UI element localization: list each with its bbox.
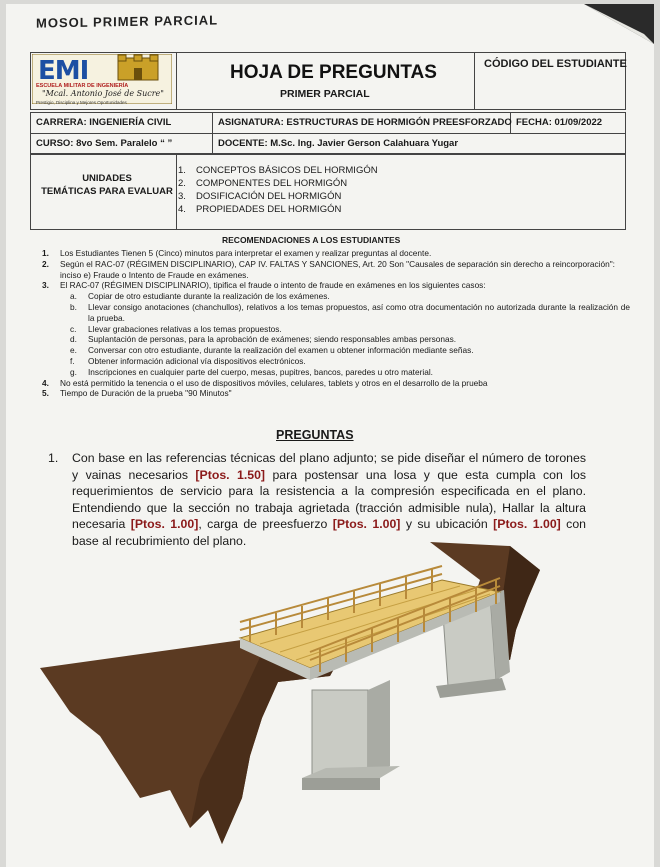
rule-item: 2. Según el RAC-07 (RÉGIMEN DISCIPLINARIO), CAP IV. FALTAS Y SANCIONES, Art. 20 Son "Causales de separación sin derecho a reincorporación": inciso e) Fraude o Intento de Fraude en exámenes.: [42, 258, 615, 280]
subject-cell: ASIGNATURA: ESTRUCTURAS DE HORMIGÓN PREESFORZADO: [218, 117, 512, 128]
date-cell: FECHA: 01/09/2022: [516, 117, 603, 128]
recommendations-title: RECOMENDACIONES A LOS ESTUDIANTES: [222, 235, 401, 245]
page-subtitle: PRIMER PARCIAL: [280, 88, 370, 100]
units-list: [178, 164, 378, 216]
teacher-cell: DOCENTE: M.Sc. Ing. Javier Gerson Calahuara Yugar: [218, 138, 459, 149]
logo-signature: "Mcal. Antonio José de Sucre": [42, 89, 164, 98]
points-badge: [Ptos. 1.00]: [493, 517, 561, 531]
logo-motto: Prestigio, Disciplina y Mejores Oportunidades: [36, 100, 127, 105]
emi-logo: [32, 54, 172, 104]
rule-item: 1. Los Estudiantes Tienen 5 (Cinco) minutos para interpretar el examen y realizar preguntas al docente.: [42, 248, 432, 258]
left-abutment: [312, 690, 368, 778]
question-1: [48, 450, 586, 549]
units-label-line2: TEMÁTICAS PARA EVALUAR: [41, 186, 173, 197]
rule-subitem: g. Inscripciones en cualquier parte del cuerpo, mesas, pupitres, bancos, paredes u otro material.: [70, 366, 433, 377]
top-header-text: MOSOL PRIMER PARCIAL: [36, 12, 219, 31]
student-code-field[interactable]: CÓDIGO DEL ESTUDIANTE: [484, 58, 627, 70]
career-cell: CARRERA: INGENIERÍA CIVIL: [36, 117, 172, 128]
points-badge: [Ptos. 1.50]: [195, 467, 266, 482]
logo-name: EMI: [38, 56, 89, 86]
rule-subitem: f. Obtener información adicional vía dispositivos electrónicos.: [70, 355, 306, 366]
logo-subtitle: ESCUELA MILITAR DE INGENIERÍA: [36, 83, 129, 89]
unit-item: 4. PROPIEDADES DEL HORMIGÓN: [178, 204, 342, 215]
course-cell: CURSO: 8vo Sem. Paralelo “ ”: [36, 138, 173, 149]
rule-subitem: c. Llevar grabaciones relativas a los temas propuestos.: [70, 323, 282, 334]
questions-title: PREGUNTAS: [276, 428, 354, 442]
folded-corner: [584, 4, 654, 44]
recommendations-list: [40, 248, 630, 399]
rule-item: 4. No está permitido la tenencia o el uso de dispositivos móviles, celulares, tablets y otros en el desarrollo de la prueba: [42, 377, 488, 388]
rule-subitem: b. Llevar consigo anotaciones (chanchullos), relativos a los temas propuestos, así como otra documentación no autorizada durante la realización de la prueba.: [70, 301, 630, 323]
units-label-line1: UNIDADES: [82, 173, 132, 184]
question-text: Con base en las referencias técnicas del plano adjunto; se pide diseñar el número de torones y vainas necesarios [Ptos. 1.50] para postensar una losa y que esta cumpla con los requerimientos de servicio para la resistencia a la compresión especificada en el plano. Entendiendo que la sección no trabaja agrietada (tracción admisible nula), Hallar la altura necesaria [Ptos. 1.00], carga de preesfuerzo [Ptos. 1.00] y su ubicación [Ptos. 1.00] con base al recubrimiento del plano.: [72, 451, 587, 548]
points-badge: [Ptos. 1.00]: [332, 517, 401, 531]
rule-item: 5. Tiempo de Duración de la prueba "90 Minutos": [42, 388, 232, 399]
rule-item: 3. El RAC-07 (RÉGIMEN DISCIPLINARIO), tipifica el fraude o intento de fraude en exámenes en los siguientes casos:: [42, 280, 486, 291]
bridge-illustration: [40, 540, 630, 860]
points-badge: [Ptos. 1.00]: [130, 517, 199, 531]
units-label: [38, 172, 176, 198]
unit-item: 2. COMPONENTES DEL HORMIGÓN: [178, 178, 348, 189]
unit-item: 1. CONCEPTOS BÁSICOS DEL HORMIGÓN: [178, 165, 378, 176]
page-title: HOJA DE PREGUNTAS: [230, 62, 437, 83]
question-number: 1.: [48, 451, 59, 465]
rule-subitem: d. Suplantación de personas, para la aprobación de exámenes; siendo responsables ambas personas.: [70, 334, 457, 345]
unit-item: 3. DOSIFICACIÓN DEL HORMIGÓN: [178, 191, 342, 202]
rule-subitem: a. Copiar de otro estudiante durante la realización de los exámenes.: [70, 291, 330, 302]
rule-subitem: e. Conversar con otro estudiante, durante la realización del examen u obtener información mediante señas.: [70, 345, 474, 356]
